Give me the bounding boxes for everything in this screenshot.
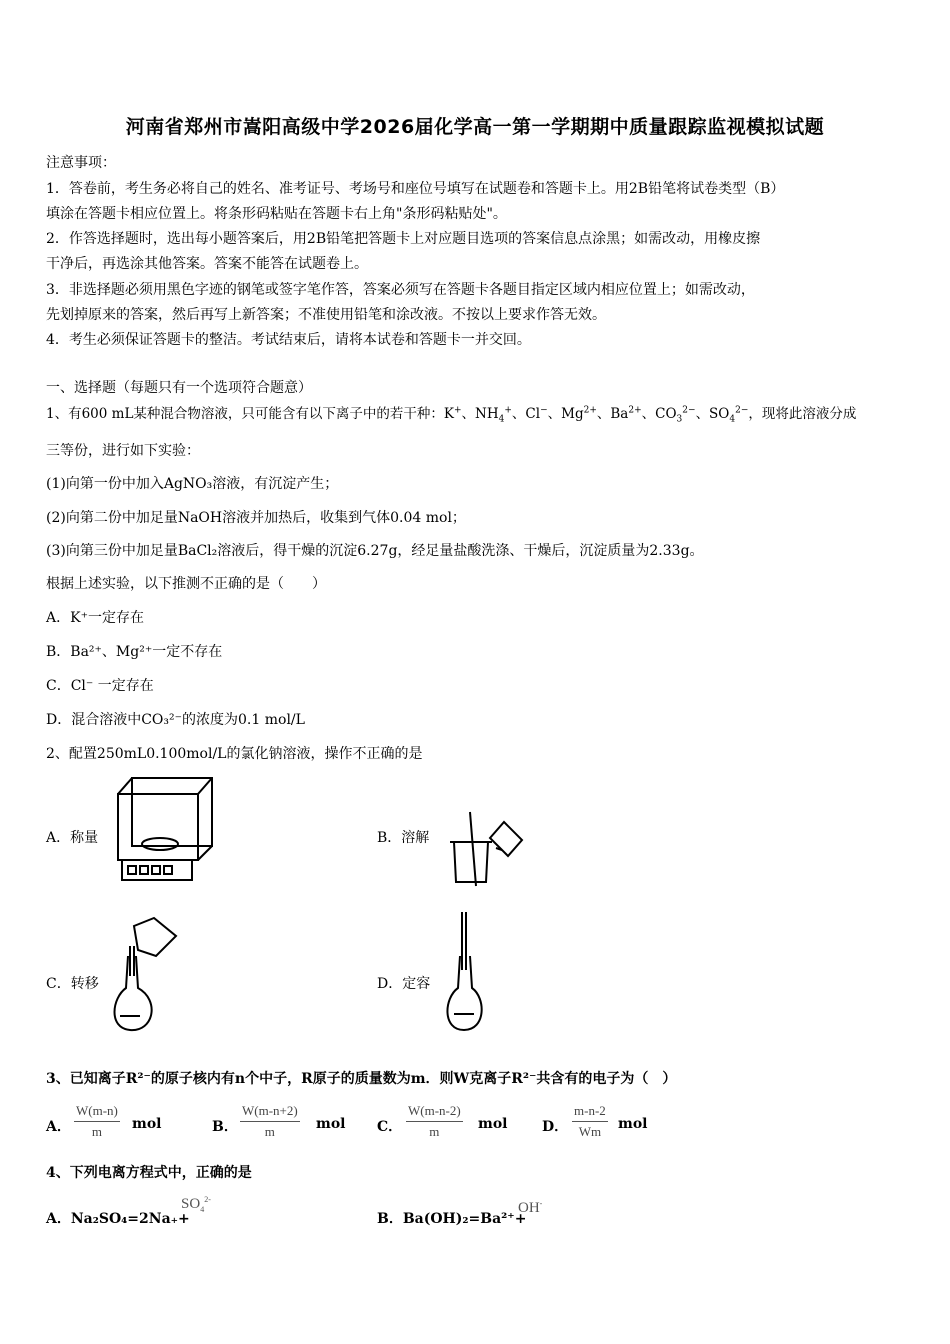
- q3-option-d-unit: mol: [618, 1116, 648, 1132]
- q1-option-c[interactable]: C．Cl⁻ 一定存在: [46, 678, 154, 694]
- notice-line: 1．答卷前，考生务必将自己的姓名、准考证号、考场号和座位号填写在试题卷和答题卡上。用2B铅笔将试卷类型（B）: [46, 181, 785, 197]
- q3-stem: 3、已知离子R²⁻的原子核内有n个中子，R原子的质量数为m．则W克离子R²⁻共含有的电子为（ ）: [46, 1071, 677, 1087]
- q3-option-a-unit: mol: [132, 1116, 162, 1132]
- q3-option-a-fraction: $\frac{W(m-n)}{m}$: [76, 1103, 118, 1139]
- q3-option-c-fraction: $\frac{W(m-n-2)}{m}$: [408, 1103, 461, 1139]
- q2-stem: 2、配置250mL0.100mol/L的氯化钠溶液，操作不正确的是: [46, 746, 423, 762]
- q3-option-a-label[interactable]: A．: [46, 1119, 71, 1135]
- volumetric-flask-figure: [442, 910, 492, 1035]
- notice-line: 填涂在答题卡相应位置上。将条形码粘贴在答题卡右上角"条形码粘贴处"。: [46, 206, 507, 222]
- section-heading: 一、选择题（每题只有一个选项符合题意）: [46, 380, 312, 396]
- q2-option-c[interactable]: C．转移: [46, 976, 99, 992]
- q4-option-a[interactable]: A．Na₂SO₄=2Na₊+: [46, 1211, 190, 1227]
- q1-exp-3: (3)向第三份中加足量BaCl₂溶液后，得干燥的沉淀6.27g，经足量盐酸洗涤、干燥后，沉淀质量为2.33g。: [46, 543, 704, 559]
- q4-option-a-ion: $SO_4^{2-}$: [181, 1195, 211, 1214]
- q2-option-d[interactable]: D．定容: [377, 976, 431, 992]
- q1-stem-cont: 三等份，进行如下实验：: [46, 443, 200, 459]
- q3-option-c-label[interactable]: C．: [377, 1119, 403, 1135]
- q3-option-b-unit: mol: [316, 1116, 346, 1132]
- notice-line: 2．作答选择题时，选出每小题答案后，用2B铅笔把答题卡上对应题目选项的答案信息点涂黑；如需改动，用橡皮擦: [46, 231, 761, 247]
- q1-stem: 1、有600 mL某种混合物溶液，只可能含有以下离子中的若干种：K+、$NH_4^+$、Cl−、$Mg^{2+}$、$Ba^{2+}$、$CO_3^{2-}$、$SO_4^{2-}$，现将此溶液分成: [46, 405, 857, 425]
- page-title: 河南省郑州市嵩阳高级中学2026届化学高一第一学期期中质量跟踪监视模拟试题: [125, 116, 825, 138]
- q4-stem: 4、下列电离方程式中，正确的是: [46, 1165, 252, 1181]
- q3-option-c-unit: mol: [478, 1116, 508, 1132]
- notice-line: 先划掉原来的答案，然后再写上新答案；不准使用铅笔和涂改液。不按以上要求作答无效。: [46, 307, 606, 323]
- q3-option-d-fraction: $\frac{m-n-2}{Wm}$: [574, 1103, 606, 1139]
- q2-option-b[interactable]: B．溶解: [377, 830, 430, 846]
- q1-option-b[interactable]: B．Ba²⁺、Mg²⁺一定不存在: [46, 644, 223, 660]
- balance-figure: [112, 776, 216, 886]
- q1-option-a[interactable]: A．K⁺一定存在: [46, 610, 144, 626]
- dissolve-figure: [446, 808, 526, 888]
- q3-option-b-fraction: $\frac{W(m-n+2)}{m}$: [242, 1103, 298, 1139]
- notice-line: 3．非选择题必须用黑色字迹的钢笔或签字笔作答，答案必须写在答题卡各题目指定区域内相应位置上；如需改动，: [46, 282, 755, 298]
- q4-option-b[interactable]: B．Ba(OH)₂=Ba²⁺+: [377, 1211, 527, 1227]
- q1-ask: 根据上述实验，以下推测不正确的是（ ）: [46, 576, 326, 592]
- q1-option-d[interactable]: D．混合溶液中CO₃²⁻的浓度为0.1 mol/L: [46, 712, 305, 728]
- q1-exp-1: (1)向第一份中加入AgNO₃溶液，有沉淀产生；: [46, 476, 339, 492]
- notice-line: 干净后，再选涂其他答案。答案不能答在试题卷上。: [46, 256, 368, 272]
- q3-option-b-label[interactable]: B．: [212, 1119, 238, 1135]
- q4-option-b-ion: OH-: [518, 1199, 543, 1216]
- notice-heading: 注意事项：: [46, 155, 116, 171]
- q2-option-a[interactable]: A．称量: [46, 830, 99, 846]
- notice-line: 4．考生必须保证答题卡的整洁。考试结束后，请将本试卷和答题卡一并交回。: [46, 332, 531, 348]
- q1-exp-2: (2)向第二份中加足量NaOH溶液并加热后，收集到气体0.04 mol；: [46, 510, 466, 526]
- q3-option-d-label[interactable]: D．: [542, 1119, 569, 1135]
- transfer-figure: [108, 916, 188, 1036]
